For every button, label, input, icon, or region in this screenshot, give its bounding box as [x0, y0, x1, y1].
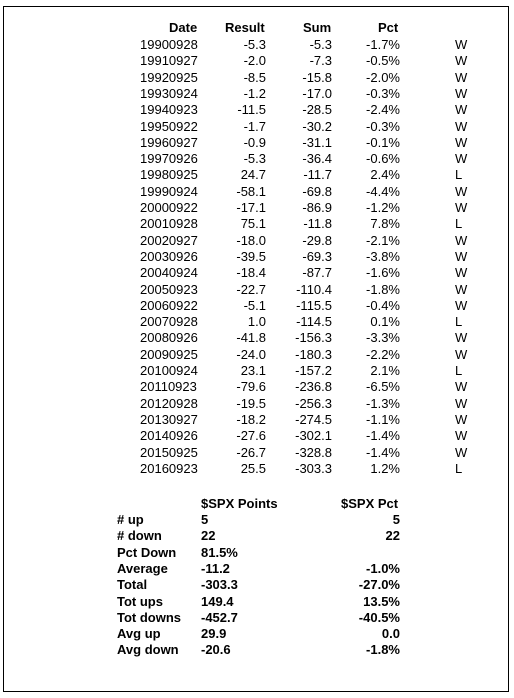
summary-label: # up	[117, 512, 144, 527]
row-result: -18.0	[236, 232, 266, 248]
row-sum: -11.7	[303, 167, 332, 183]
table-row	[0, 233, 514, 249]
row-win-loss: W	[455, 69, 468, 85]
row-sum: -29.8	[302, 232, 332, 248]
table-row	[0, 461, 514, 477]
row-win-loss: L	[455, 216, 463, 232]
row-result: -1.7	[243, 118, 266, 134]
row-win-loss: L	[455, 460, 463, 476]
header-pct: Pct	[378, 20, 399, 35]
row-pct: -4.4%	[366, 183, 400, 199]
row-result: -2.0	[243, 53, 266, 69]
row-win-loss: W	[455, 118, 468, 134]
row-sum: -302.1	[295, 428, 332, 444]
row-pct: -0.5%	[366, 53, 400, 69]
summary-row	[0, 528, 514, 544]
summary-points: 5	[201, 512, 209, 527]
row-result: -79.6	[236, 379, 266, 395]
row-date: 20080926	[140, 330, 198, 346]
summary-points: -20.6	[201, 642, 231, 658]
row-pct: -1.1%	[366, 411, 400, 427]
row-win-loss: W	[455, 232, 468, 248]
row-sum: -5.3	[309, 37, 332, 52]
summary-row	[0, 594, 514, 610]
row-win-loss: W	[455, 444, 468, 460]
row-date: 20150925	[140, 444, 198, 460]
row-date: 19900928	[140, 37, 198, 52]
row-sum: -274.5	[295, 411, 332, 427]
row-sum: -87.7	[302, 265, 332, 281]
summary-row	[0, 512, 514, 528]
row-win-loss: W	[455, 330, 468, 346]
row-sum: -11.8	[303, 216, 332, 232]
table-row	[0, 282, 514, 298]
table-row	[0, 135, 514, 151]
summary-row	[0, 561, 514, 577]
row-sum: -30.2	[302, 118, 332, 134]
row-win-loss: W	[455, 395, 468, 411]
row-pct: 2.4%	[370, 167, 400, 183]
row-sum: -328.8	[295, 444, 332, 460]
row-sum: -110.4	[296, 281, 332, 297]
summary-pct: 0.0	[381, 626, 400, 642]
summary-label: Tot downs	[117, 609, 182, 625]
row-win-loss: W	[455, 297, 468, 313]
row-sum: -86.9	[302, 200, 332, 215]
row-date: 20140926	[140, 428, 198, 444]
summary-pct: -1.8%	[366, 642, 400, 658]
summary-row	[0, 626, 514, 642]
row-win-loss: L	[455, 167, 463, 183]
summary-row	[0, 610, 514, 626]
header-result: Result	[225, 20, 265, 35]
summary-points: -303.3	[201, 577, 238, 593]
row-win-loss: L	[455, 314, 463, 330]
row-date: 19970926	[140, 151, 198, 167]
row-result: -5.3	[243, 151, 266, 167]
row-pct: 0.1%	[370, 314, 400, 330]
row-pct: -2.4%	[366, 102, 400, 118]
table-row	[0, 70, 514, 86]
row-result: -39.5	[236, 248, 266, 264]
table-row	[0, 216, 514, 232]
row-pct: -1.2%	[366, 200, 400, 215]
header-sum: Sum	[303, 20, 332, 35]
summary-label: Pct Down	[117, 544, 177, 560]
row-pct: -1.7%	[366, 37, 400, 52]
row-win-loss: W	[455, 183, 468, 199]
summary-pct: 5	[392, 512, 400, 527]
row-win-loss: W	[455, 37, 468, 52]
row-result: 23.1	[240, 363, 266, 378]
row-win-loss: W	[455, 379, 468, 395]
table-row	[0, 249, 514, 265]
row-result: -17.1	[236, 200, 266, 215]
table-row	[0, 330, 514, 346]
row-sum: -17.0	[302, 85, 332, 101]
row-result: -1.2	[243, 85, 266, 101]
row-date: 19980925	[140, 167, 198, 183]
row-result: -26.7	[236, 444, 266, 460]
row-result: 24.7	[240, 167, 266, 183]
row-pct: -2.2%	[366, 346, 400, 362]
summary-pct: 22	[385, 528, 400, 544]
row-pct: -1.4%	[366, 428, 400, 444]
row-sum: -114.5	[296, 314, 332, 330]
row-win-loss: W	[455, 428, 468, 444]
row-sum: -69.8	[302, 183, 332, 199]
row-pct: -0.6%	[366, 151, 400, 167]
row-pct: -2.0%	[366, 69, 400, 85]
row-sum: -256.3	[295, 395, 332, 411]
row-result: -19.5	[236, 395, 266, 411]
row-date: 20160923	[140, 460, 198, 476]
row-sum: -31.1	[302, 134, 332, 150]
row-sum: -180.3	[295, 346, 332, 362]
header-date: Date	[169, 20, 198, 35]
row-result: 25.5	[240, 460, 266, 476]
table-row	[0, 298, 514, 314]
row-date: 20130927	[140, 411, 198, 427]
table-row	[0, 428, 514, 444]
summary-label: Avg down	[117, 642, 179, 658]
table-row	[0, 314, 514, 330]
row-date: 20110923	[140, 379, 197, 395]
summary-header-points: $SPX Points	[201, 496, 278, 511]
row-result: -22.7	[236, 281, 266, 297]
summary-points: -452.7	[201, 609, 238, 625]
row-pct: -1.6%	[366, 265, 400, 281]
row-date: 20010928	[140, 216, 198, 232]
row-date: 20050923	[140, 281, 198, 297]
summary-pct: 13.5%	[363, 593, 400, 609]
row-result: -5.3	[243, 37, 266, 52]
row-win-loss: W	[455, 346, 468, 362]
row-win-loss: W	[455, 200, 468, 215]
row-result: 75.1	[240, 216, 266, 232]
row-win-loss: W	[455, 151, 468, 167]
row-date: 20060922	[140, 297, 198, 313]
row-date: 19950922	[140, 118, 198, 134]
row-result: -18.2	[236, 411, 266, 427]
row-pct: 7.8%	[370, 216, 400, 232]
row-result: -18.4	[236, 265, 266, 281]
row-result: 1.0	[247, 314, 266, 330]
row-pct: -1.8%	[366, 281, 400, 297]
summary-points: -11.2	[201, 560, 230, 576]
table-row	[0, 37, 514, 53]
row-sum: -157.2	[295, 363, 332, 378]
summary-pct: -27.0%	[358, 577, 400, 593]
row-win-loss: W	[455, 53, 468, 69]
table-row	[0, 200, 514, 216]
row-pct: -3.3%	[366, 330, 400, 346]
summary-label: # down	[117, 528, 162, 544]
row-pct: -0.3%	[366, 85, 400, 101]
row-result: -58.1	[236, 183, 266, 199]
row-date: 19910927	[140, 53, 198, 69]
table-row	[0, 347, 514, 363]
row-pct: -1.4%	[366, 444, 400, 460]
row-result: -11.5	[237, 102, 266, 118]
row-sum: -303.3	[295, 460, 332, 476]
row-sum: -115.5	[296, 297, 332, 313]
row-pct: -0.1%	[366, 134, 400, 150]
table-row	[0, 86, 514, 102]
row-result: -24.0	[236, 346, 266, 362]
row-sum: -69.3	[302, 248, 332, 264]
row-date: 19920925	[140, 69, 198, 85]
row-date: 20120928	[140, 395, 198, 411]
table-row	[0, 396, 514, 412]
row-date: 19930924	[140, 85, 198, 101]
summary-row	[0, 642, 514, 658]
table-row	[0, 363, 514, 379]
summary-header-pct: $SPX Pct	[341, 496, 399, 511]
row-pct: 2.1%	[370, 363, 400, 378]
row-date: 19940923	[140, 102, 198, 118]
row-result: -41.8	[236, 330, 266, 346]
row-win-loss: W	[455, 411, 468, 427]
table-row	[0, 53, 514, 69]
table-row	[0, 379, 514, 395]
table-row	[0, 151, 514, 167]
row-pct: 1.2%	[370, 460, 400, 476]
row-sum: -236.8	[295, 379, 332, 395]
table-row	[0, 184, 514, 200]
row-date: 20100924	[140, 363, 198, 378]
table-row	[0, 119, 514, 135]
summary-row	[0, 577, 514, 593]
row-pct: -0.4%	[366, 297, 400, 313]
summary-label: Avg up	[117, 626, 161, 642]
row-sum: -36.4	[302, 151, 332, 167]
row-date: 20000922	[140, 200, 198, 215]
row-result: -8.5	[243, 69, 266, 85]
row-date: 20020927	[140, 232, 198, 248]
row-result: -0.9	[243, 134, 266, 150]
table-row	[0, 102, 514, 118]
row-sum: -28.5	[302, 102, 332, 118]
row-result: -5.1	[243, 297, 266, 313]
row-pct: -1.3%	[366, 395, 400, 411]
summary-row	[0, 545, 514, 561]
row-result: -27.6	[236, 428, 266, 444]
summary-points: 29.9	[201, 626, 227, 642]
row-win-loss: W	[455, 85, 468, 101]
table-row	[0, 167, 514, 183]
row-date: 20030926	[140, 248, 198, 264]
row-sum: -7.3	[309, 53, 332, 69]
row-pct: -0.3%	[366, 118, 400, 134]
row-win-loss: W	[455, 102, 468, 118]
row-pct: -6.5%	[366, 379, 400, 395]
table-row	[0, 445, 514, 461]
row-win-loss: W	[455, 281, 468, 297]
row-date: 19990924	[140, 183, 198, 199]
row-pct: -3.8%	[366, 248, 400, 264]
summary-points: 81.5%	[201, 544, 238, 560]
row-date: 20040924	[140, 265, 198, 281]
row-win-loss: L	[455, 363, 463, 378]
row-date: 19960927	[140, 134, 198, 150]
row-win-loss: W	[455, 134, 468, 150]
row-date: 20070928	[140, 314, 198, 330]
summary-label: Average	[117, 560, 168, 576]
row-sum: -15.8	[302, 69, 332, 85]
row-pct: -2.1%	[366, 232, 400, 248]
summary-pct: -40.5%	[358, 609, 400, 625]
row-date: 20090925	[140, 346, 198, 362]
summary-points: 149.4	[201, 593, 234, 609]
table-row	[0, 265, 514, 281]
summary-label: Tot ups	[117, 593, 163, 609]
row-win-loss: W	[455, 265, 468, 281]
row-win-loss: W	[455, 248, 468, 264]
summary-pct: -1.0%	[366, 560, 400, 576]
summary-points: 22	[201, 528, 216, 544]
summary-label: Total	[117, 577, 148, 593]
row-sum: -156.3	[295, 330, 332, 346]
table-row	[0, 412, 514, 428]
